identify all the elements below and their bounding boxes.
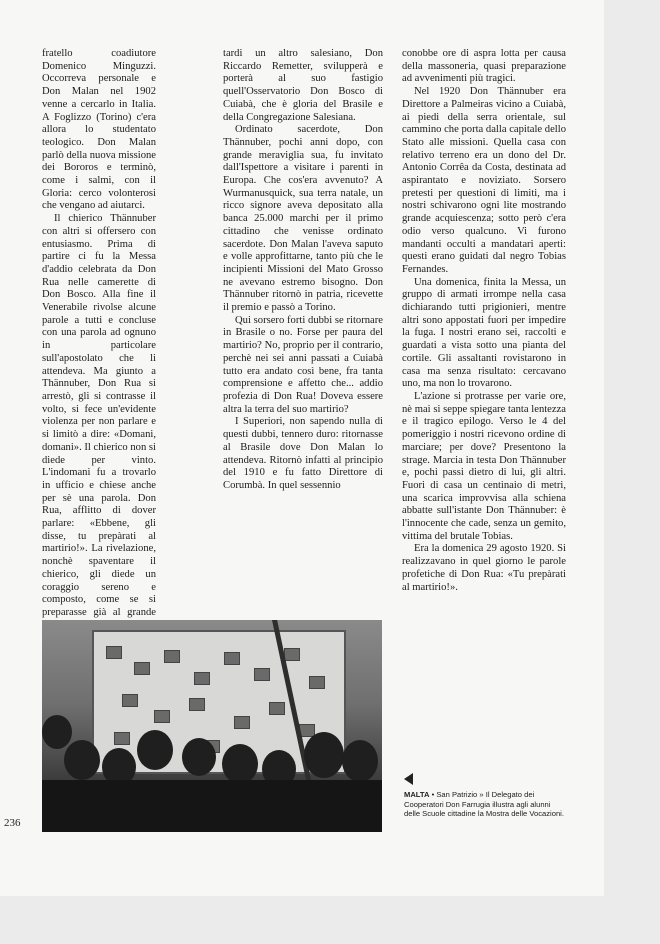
paragraph: Nel 1920 Don Thännuber era Direttore a Palmeiras vicino a Cuiabà, ai piedi della serra orientale, sul cammino che porta dalla capitale dello Stato alle missioni. Quella casa con relativo terreno era un dono del Dr. Antonio Corrêa da Costa, destinata ad aspirantato e noviziato. Sorsero pretesti per questioni di limiti, ma i nostri schivarono ogni lite mostrando grande acquiescenza; sotto però c'era odio verso qualcuno. Vi furono mandanti occulti a mandatari aperti: questi erano guidati dal negro Tobias Fernandes.	[402, 86, 566, 275]
paragraph: Ordinato sacerdote, Don Thännuber, pochi anni dopo, con grande meraviglia sua, fu invitato dall'Ispettore a visitare i parenti in Europa. Che cos'era avvenuto? A Wurmanusquick, sua terra natale, un ricco signore aveva depositato alla banca 25.000 marchi per il primo cittadino che venisse ordinato sacerdote. Don Malan l'aveva saputo e volle approfittarne, tanto più che le incipienti Missioni del Mato Grosso ne avevano estremo bisogno. Don Thännuber ritornò in patria, ricevette il premio e passò a Torino.	[223, 124, 383, 314]
paragraph: I Superiori, non sapendo nulla di questi dubbi, tennero duro: ritornasse al Brasile dove Don Malan lo attendeva. Ritornò infatti al principio del 1910 e fu fatto Direttore di Corumbà. In quel sessennio	[223, 416, 383, 491]
text-column-2	[223, 48, 383, 610]
caption-location: MALTA	[404, 790, 430, 799]
paragraph: L'azione si protrasse per varie ore, nè mai si seppe spiegare tanta lentezza e il tragico epilogo. Verso le 4 del pomeriggio i nostri ricevono ordine di marciare; per dove? Presentono la strage. Marcia in testa Don Thännuber e, pochi passi dietro di lui, gli altri. Fuori di casa un centinaio di metri, una scarica improvvisa alla schiena abbatte sull'istante Don Thännuber: è l'innocente che cade, senza un gemito, vittima del brutale Tobias.	[402, 390, 566, 542]
paragraph: Qui sorsero forti dubbi se ritornare in Brasile o no. Forse per paura del martirio? No, proprio per il contrario, perchè nei sei anni passati a Cuiabà tutto era andato così bene, fra tanta comprensione e affetto che... addio profezia di Don Rua! Doveva essere altra la terra del suo martirio?	[223, 314, 383, 415]
caption-arrow-icon	[404, 773, 413, 785]
paragraph: tardi un altro salesiano, Don Riccardo Remetter, svilupperà e porterà al suo fastigio quell'Osservatorio Don Bosco di Cuiabà, che è gloria del Brasile e della Congregazione Salesiana.	[223, 48, 383, 123]
paragraph: conobbe ore di aspra lotta per causa della massoneria, quasi preparazione ad avvenimenti più tragici.	[402, 48, 566, 85]
paragraph: Una domenica, finita la Messa, un gruppo di armati irrompe nella casa dichiarando tutti prigionieri, mentre altri sono appostati fuori per impedire la fuga. I nostri erano sei, raccolti e guardati a vista sotto una pianta del cortile. Gli assaltanti rovistarono in casa ma senza risultato: cercavano uno, ma non lo trovarono.	[402, 276, 566, 390]
page-number: 236	[4, 817, 21, 829]
text-column-3	[402, 48, 566, 772]
text-column-1	[42, 48, 156, 618]
paragraph: fratello coadiutore Domenico Minguzzi. Occorreva personale e Don Malan nel 1902 venne a cercarlo in Italia. A Foglizzo (Torino) c'era allora lo studentato teologico. Don Malan parlò della nuova missione dei Bororos e terminò, come i salmi, con il Gloria: cerco volonterosi che vengano ad aiutarci.	[42, 48, 156, 212]
photo-vocations-exhibition	[42, 620, 382, 832]
photo-caption	[404, 790, 568, 819]
paragraph: Era la domenica 29 agosto 1920. Si realizzavano in quel giorno le parole profetiche di Don Rua: «Tu prepàrati al martirio!».	[402, 543, 566, 593]
caption-text: • San Patrizio » Il Delegato dei Cooperatori Don Farrugia illustra agli alunni delle Scuole cittadine la Mostra delle Vocazioni.	[404, 790, 564, 819]
paragraph: Il chierico Thännuber con altri si offersero con entusiasmo. Prima di partire ci fu la Messa d'addio celebrata da Don Rua nelle camerette di Don Bosco. Alla fine il Venerabile rivolse alcune parole a tutti e concluse con una parola ad ognuno in particolare sull'apostolato che li attendeva. Ma giunto a Thännuber, Don Rua si arrestò, gli si contrasse il volto, si fece un'evidente violenza per non parlare e si limitò a dire: «Domani, domani». Il chierico non si diede per vinto. L'indomani fu a trovarlo in ufficio e chiese anche per sè una parola. Don Rua, afflitto di dover parlare: «Ebbene, gli disse, tu prepàrati al martirio!». La rivelazione, nonchè spaventare il chierico, gli diede un coraggio sereno e composto, come se si preparasse già al grande	[42, 213, 156, 618]
